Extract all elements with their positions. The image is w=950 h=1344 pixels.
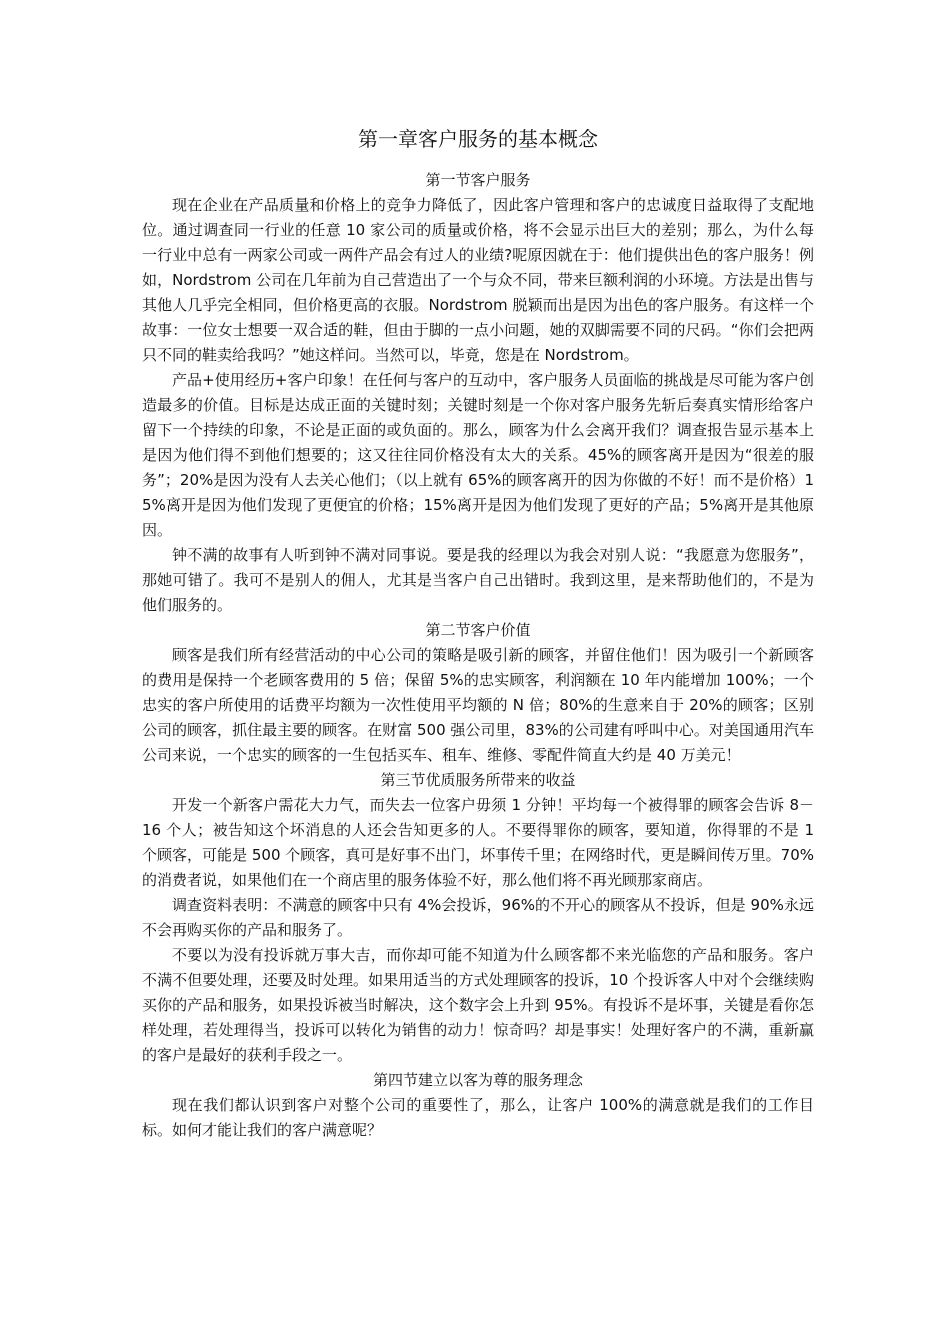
section-1-heading: 第一节客户服务 — [425, 171, 531, 189]
section-2-paragraph-1: 顾客是我们所有经营活动的中心公司的策略是吸引新的顾客，并留住他们！因为吸引一个新顾客的费用是保持一个老顾客费用的 5 倍；保留 5%的忠实顾客，利润额在 10 年内能增加 100%；一个忠实的客户所使用的话费平均额为一次性使用平均额的 N 倍；80%的生意来自于 20%的顾客；区别公司的顾客，抓住最主要的顾客。在财富 500 强公司里，83%的公司建有呼叫中心。对美国通用汽车公司来说，一个忠实的顾客的一生包括买车、租车、维修、零配件简直大约是 40 万美元！ — [142, 646, 814, 764]
section-4-heading: 第四节建立以客为尊的服务理念 — [372, 1071, 583, 1089]
section-3-paragraph-3: 不要以为没有投诉就万事大吉，而你却可能不知道为什么顾客都不来光临您的产品和服务。客户不满不但要处理，还要及时处理。如果用适当的方式处理顾客的投诉，10 个投诉客人中对个会继续购买你的产品和服务，如果投诉被当时解决，这个数字会上升到 95%。有投诉不是坏事，关键是看你怎样处理，若处理得当，投诉可以转化为销售的动力！惊奇吗？却是事实！处理好客户的不满，重新赢的客户是最好的获利手段之一。 — [142, 946, 814, 1064]
document-title: 第一章客户服务的基本概念 — [358, 127, 598, 151]
section-3-heading: 第三节优质服务所带来的收益 — [380, 771, 576, 789]
section-3-paragraph-1: 开发一个新客户需花大力气，而失去一位客户毋须 1 分钟！平均每一个被得罪的顾客会告诉 8－16 个人；被告知这个坏消息的人还会告知更多的人。不要得罪你的顾客，要知道，你得罪的不是 1 个顾客，可能是 500 个顾客，真可是好事不出门，坏事传千里；在网络时代，更是瞬间传万里。70%的消费者说，如果他们在一个商店里的服务体验不好，那么他们将不再光顾那家商店。 — [142, 796, 814, 889]
section-3-paragraph-2: 调查资料表明：不满意的顾客中只有 4%会投诉，96%的不开心的顾客从不投诉，但是 90%永远不会再购买你的产品和服务了。 — [142, 896, 814, 939]
section-1-paragraph-3: 钟不满的故事有人听到钟不满对同事说。要是我的经理以为我会对别人说：“我愿意为您服务”，那她可错了。我可不是别人的佣人，尤其是当客户自己出错时。我到这里，是来帮助他们的，不是为他们服务的。 — [142, 546, 814, 614]
section-4-paragraph-1: 现在我们都认识到客户对整个公司的重要性了，那么，让客户 100%的满意就是我们的工作目标。如何才能让我们的客户满意呢？ — [142, 1096, 814, 1139]
document-page — [142, 126, 814, 1143]
section-1-paragraph-1: 现在企业在产品质量和价格上的竞争力降低了，因此客户管理和客户的忠诚度日益取得了支配地位。通过调查同一行业的任意 10 家公司的质量或价格，将不会显示出巨大的差别；那么，为什么每一行业中总有一两家公司或一两件产品会有过人的业绩?呢原因就在于：他们提供出色的客户服务！例如，Nordstrom 公司在几年前为自己营造出了一个与众不同，带来巨额利润的小环境。方法是出售与其他人几乎完全相同，但价格更高的衣服。Nordstrom 脱颖而出是因为出色的客户服务。有这样一个故事：一位女士想要一双合适的鞋，但由于脚的一点小问题，她的双脚需要不同的尺码。“你们会把两只不同的鞋卖给我吗？”她这样问。当然可以，毕竟，您是在 Nordstrom。 — [142, 196, 814, 364]
section-2-heading: 第二节客户价值 — [425, 621, 531, 639]
section-1-paragraph-2: 产品+使用经历+客户印象！在任何与客户的互动中，客户服务人员面临的挑战是尽可能为客户创造最多的价值。目标是达成正面的关键时刻；关键时刻是一个你对客户服务先斩后奏真实情形给客户留下一个持续的印象，不论是正面的或负面的。那么，顾客为什么会离开我们？调查报告显示基本上是因为他们得不到他们想要的；这又往往同价格没有太大的关系。45%的顾客离开是因为“很差的服务”；20%是因为没有人去关心他们；（以上就有 65%的顾客离开的因为你做的不好！而不是价格）15%离开是因为他们发现了更便宜的价格；15%离开是因为他们发现了更好的产品；5%离开是其他原因。 — [142, 371, 814, 539]
